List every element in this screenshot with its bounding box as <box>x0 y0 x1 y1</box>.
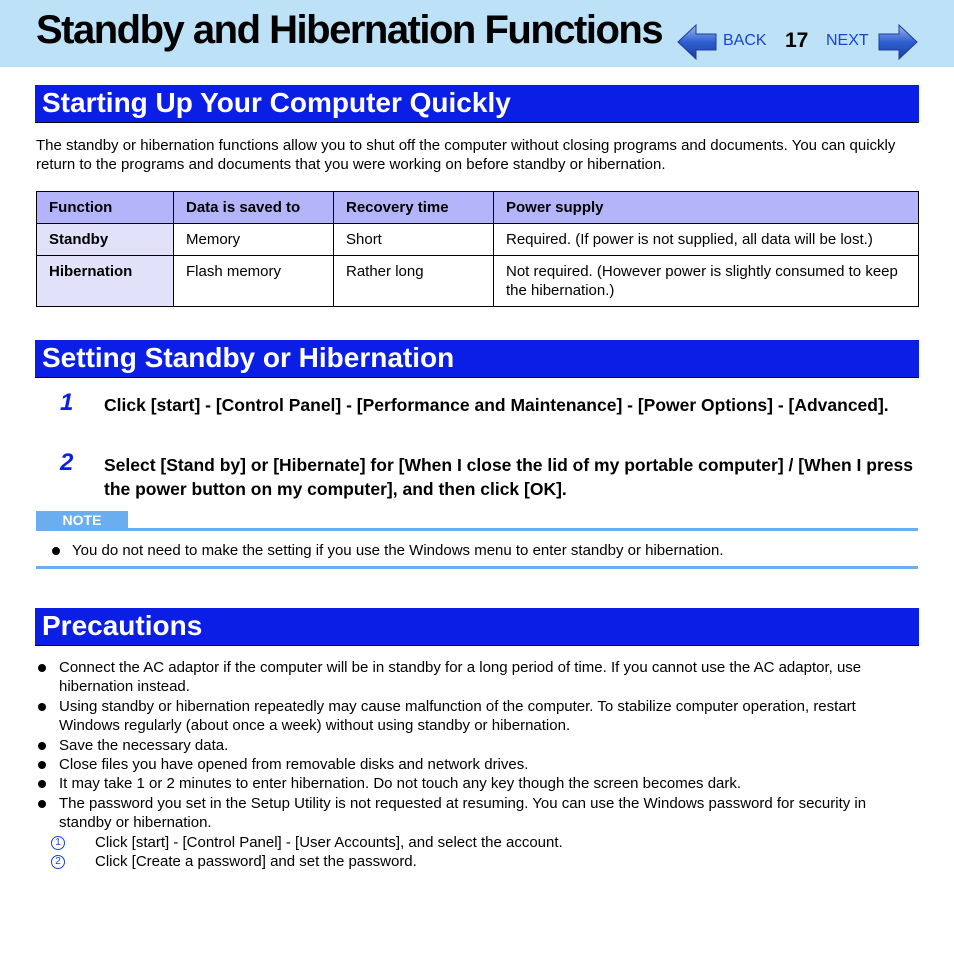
sub-list-item-text: Click [start] - [Control Panel] - [User Accounts], and select the account. <box>95 833 563 851</box>
step-number: 2 <box>60 449 74 476</box>
page-title: Standby and Hibernation Functions <box>36 8 663 52</box>
note-divider-bottom <box>36 566 918 569</box>
table-cell: Standby <box>37 224 174 256</box>
column-header: Power supply <box>494 192 919 224</box>
bullet-icon <box>38 780 46 788</box>
note-item <box>52 541 724 560</box>
next-arrow-icon[interactable] <box>877 24 919 60</box>
bullet-icon <box>52 547 60 555</box>
bullet-icon <box>38 800 46 808</box>
precautions-list <box>37 658 919 871</box>
table-cell: Memory <box>174 224 334 256</box>
column-header: Recovery time <box>334 192 494 224</box>
table-cell: Hibernation <box>37 256 174 307</box>
table-cell: Not required. (However power is slightly consumed to keep the hibernation.) <box>494 256 919 307</box>
column-header: Data is saved to <box>174 192 334 224</box>
table-cell: Short <box>334 224 494 256</box>
section-heading-precautions: Precautions <box>35 608 919 646</box>
table-header-row <box>37 192 919 224</box>
list-item-text: It may take 1 or 2 minutes to enter hibernation. Do not touch any key though the screen becomes dark. <box>59 775 742 793</box>
page-number: 17 <box>785 29 809 52</box>
list-item <box>37 794 919 872</box>
bullet-icon <box>38 664 46 672</box>
list-item-text: Save the necessary data. <box>59 736 229 754</box>
password-steps-list <box>55 833 919 872</box>
note-text: You do not need to make the setting if you use the Windows menu to enter standby or hibernation. <box>72 542 724 559</box>
list-item <box>37 658 919 697</box>
bullet-icon <box>38 761 46 769</box>
back-arrow-icon[interactable] <box>676 24 718 60</box>
list-item-text: Close files you have opened from removable disks and network drives. <box>59 756 529 774</box>
bullet-icon <box>38 742 46 750</box>
list-item-text: The password you set in the Setup Utility is not requested at resuming. You can use the Windows password for security in standby or hibernation. <box>59 794 867 832</box>
sub-list-item <box>55 833 919 852</box>
section-heading-starting-up: Starting Up Your Computer Quickly <box>35 85 919 123</box>
table-row <box>37 224 919 256</box>
circled-number-icon: 2 <box>51 855 65 869</box>
section-heading-setting: Setting Standby or Hibernation <box>35 340 919 378</box>
table-cell: Flash memory <box>174 256 334 307</box>
next-link[interactable]: NEXT <box>826 32 869 49</box>
intro-paragraph: The standby or hibernation functions allow you to shut off the computer without closing programs and documents. You can quickly return to the programs and documents that you were working on before standby or hibernation. <box>36 137 896 173</box>
table-cell: Rather long <box>334 256 494 307</box>
list-item-text: Connect the AC adaptor if the computer will be in standby for a long period of time. If you cannot use the AC adaptor, use hibernation instead. <box>59 659 862 696</box>
list-item <box>37 697 919 736</box>
table-cell: Required. (If power is not supplied, all data will be lost.) <box>494 224 919 256</box>
sub-list-item <box>55 852 919 871</box>
sub-list-item-text: Click [Create a password] and set the password. <box>95 853 417 871</box>
step-text: Select [Stand by] or [Hibernate] for [When I close the lid of my portable computer] / [When I press the power button on my computer], and then click [OK]. <box>104 455 913 499</box>
function-table <box>36 191 919 307</box>
step-number: 1 <box>60 389 74 416</box>
back-link[interactable]: BACK <box>723 32 767 49</box>
step-text: Click [start] - [Control Panel] - [Performance and Maintenance] - [Power Options] - [Advanced]. <box>104 395 889 415</box>
list-item <box>37 755 919 774</box>
column-header: Function <box>37 192 174 224</box>
circled-number-icon: 1 <box>51 836 65 850</box>
list-item <box>37 736 919 755</box>
note-label: NOTE <box>36 511 128 529</box>
note-divider-top <box>36 528 918 531</box>
table-row <box>37 256 919 307</box>
list-item <box>37 774 919 793</box>
page-header <box>0 0 954 67</box>
list-item-text: Using standby or hibernation repeatedly may cause malfunction of the computer. To stabilize computer operation, restart Windows regularly (about once a week) without using standby or hibernation. <box>59 697 856 735</box>
bullet-icon <box>38 703 46 711</box>
